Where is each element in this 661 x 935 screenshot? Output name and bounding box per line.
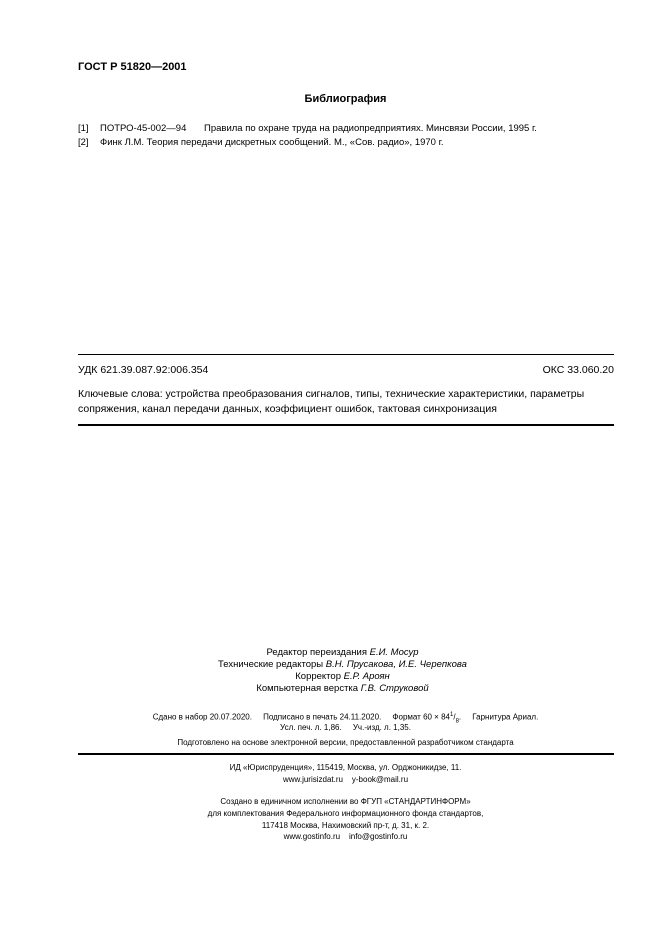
- credits-editor: [0, 647, 661, 660]
- credits-tech: [0, 659, 661, 672]
- editor-name: Е.И. Мосур: [369, 647, 419, 658]
- item-text: Правила по охране труда на радиопредприятиях. Минсвязи России, 1995 г.: [204, 123, 537, 134]
- corrector-name: Е.Р. Ароян: [343, 671, 390, 682]
- typeset-date: Сдано в набор 20.07.2020.: [152, 712, 252, 722]
- gostinfo-website: www.gostinfo.ru: [283, 832, 341, 841]
- publisher-line5: 117418 Москва, Нахимовский пр-т, д. 31, к. 2.: [261, 821, 430, 830]
- item-number: [1]: [78, 123, 89, 134]
- publisher-line4: для комплектования Федерального информационного фонда стандартов,: [207, 809, 484, 818]
- publisher-line2: [0, 774, 661, 786]
- oks-code: ОКС 33.060.20: [542, 364, 614, 376]
- gostinfo-email: info@gostinfo.ru: [348, 832, 408, 841]
- divider-bottom: [78, 424, 614, 426]
- credits-corrector: [0, 671, 661, 684]
- print-sheets: Усл. печ. л. 1,86.: [280, 723, 342, 732]
- udk-code: УДК 621.39.087.92:006.354: [78, 364, 209, 376]
- document-code: ГОСТ Р 51820—2001: [78, 61, 187, 73]
- format: Формат 60 × 84: [392, 712, 450, 722]
- tech-names: В.Н. Прусакова, И.Е. Черепкова: [325, 659, 467, 670]
- tech-label: Технические редакторы: [218, 659, 324, 670]
- divider-top: [78, 354, 614, 355]
- print-date: Подписано в печать 24.11.2020.: [263, 712, 382, 722]
- typeface: Гарнитура Ариал.: [472, 712, 539, 722]
- publisher-website: www.jurisizdat.ru: [282, 775, 343, 784]
- corrector-label: Корректор: [295, 671, 341, 682]
- credits-layout: [0, 683, 661, 696]
- format-fraction-den: 8: [455, 718, 459, 725]
- keywords: Ключевые слова: устройства преобразования сигналов, типы, технические характеристики, параметры сопряжения, канал передачи данных, коэффициент ошибок, тактовая синхронизация: [78, 388, 585, 415]
- editor-label: Редактор переиздания: [266, 647, 367, 658]
- bibliography-title: Библиография: [304, 93, 387, 105]
- layout-label: Компьютерная верстка: [256, 683, 359, 694]
- print-info-line2: [0, 722, 661, 734]
- layout-name: Г.В. Струковой: [360, 683, 429, 694]
- item-code: ПОТРО-45-002—94: [100, 123, 187, 134]
- publisher-email: y-book@mail.ru: [351, 775, 409, 784]
- publisher-line6: [0, 831, 661, 843]
- publisher-line3: Создано в единичном исполнении во ФГУП «СТАНДАРТИНФОРМ»: [220, 797, 471, 806]
- publish-sheets: Уч.-изд. л. 1,35.: [352, 723, 411, 732]
- format-fraction-num: 1: [449, 712, 454, 718]
- print-info-line1: Сдано в набор 20.07.2020. Подписано в печать 24.11.2020. Формат $60 \times 84^1/_8$. Гарнитура Ариал.: [152, 712, 539, 725]
- item-text: Финк Л.М. Теория передачи дискретных сообщений. М., «Сов. радио», 1970 г.: [100, 137, 444, 148]
- item-number: [2]: [78, 137, 89, 148]
- print-info-line3: Подготовлено на основе электронной версии, предоставленной разработчиком стандарта: [177, 738, 514, 747]
- bibliography-item: [78, 137, 444, 148]
- publisher-line1: ИД «Юриспруденция», 115419, Москва, ул. Орджоникидзе, 11.: [229, 763, 462, 772]
- bibliography-item: [78, 123, 537, 134]
- divider-publisher: [78, 753, 614, 755]
